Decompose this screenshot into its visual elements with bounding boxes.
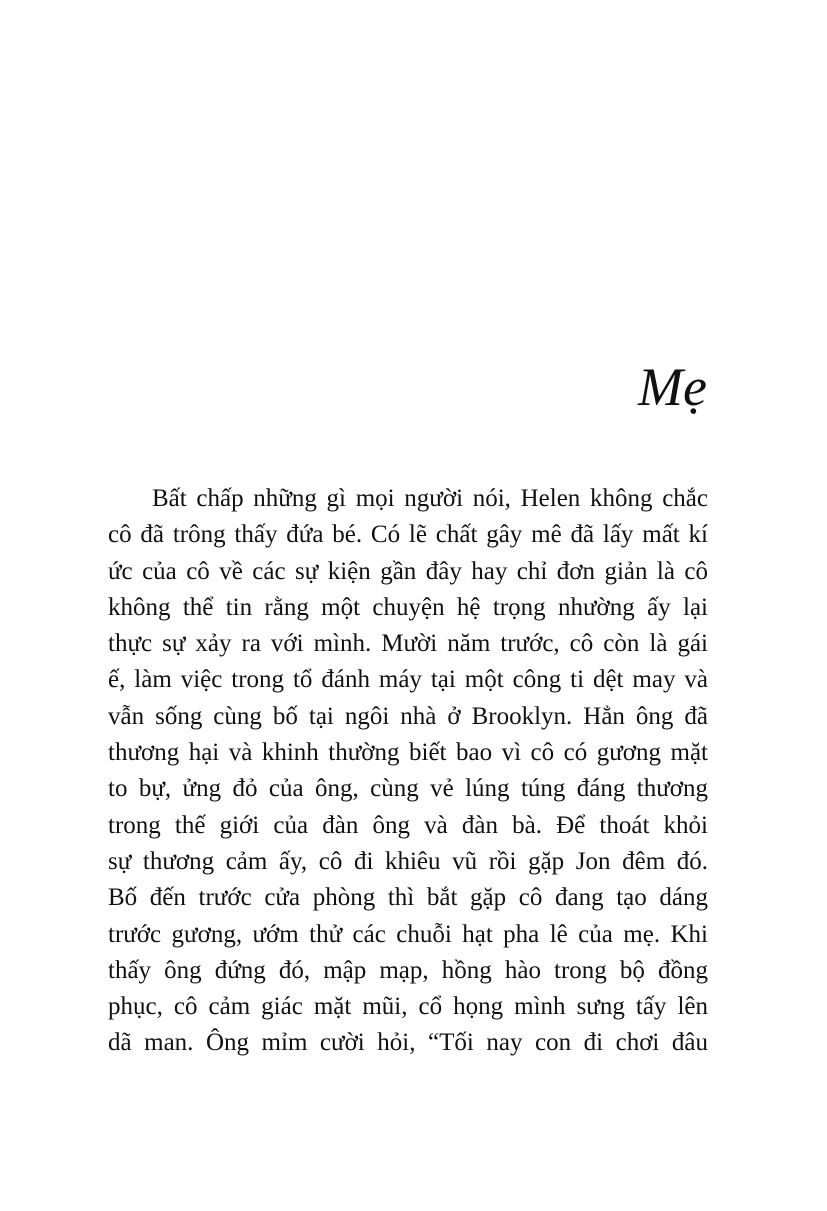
text-line: phục, cô cảm giác mặt mũi, cổ họng mình sưng tấy lên: [108, 993, 708, 1021]
chapter-title: Mẹ: [638, 357, 707, 417]
text-line: to bự, ửng đỏ của ông, cùng vẻ lúng túng đáng thương: [108, 775, 708, 803]
body-paragraph: [108, 481, 708, 1062]
text-line: thấy ông đứng đó, mập mạp, hồng hào trong bộ đồng: [108, 956, 708, 984]
text-line: ức của cô về các sự kiện gần đây hay chỉ đơn giản là cô: [108, 557, 708, 585]
text-line: dã man. Ông mỉm cười hỏi, “Tối nay con đi chơi đâu: [108, 1029, 708, 1057]
text-line: Bất chấp những gì mọi người nói, Helen không chắc: [152, 485, 708, 512]
text-line: thực sự xảy ra với mình. Mười năm trước, cô còn là gái: [108, 630, 708, 658]
text-line: Bố đến trước cửa phòng thì bắt gặp cô đang tạo dáng: [108, 884, 708, 912]
text-line: trong thế giới của đàn ông và đàn bà. Để thoát khỏi: [108, 811, 708, 839]
text-line: ế, làm việc trong tổ đánh máy tại một công ti dệt may và: [108, 666, 708, 694]
text-line: không thể tin rằng một chuyện hệ trọng nhường ấy lại: [108, 593, 708, 621]
text-line: vẫn sống cùng bố tại ngôi nhà ở Brooklyn. Hẳn ông đã: [108, 702, 708, 730]
text-line: trước gương, ướm thử các chuỗi hạt pha lê của mẹ. Khi: [108, 920, 708, 948]
text-line: sự thương cảm ấy, cô đi khiêu vũ rồi gặp Jon đêm đó.: [108, 847, 708, 875]
text-line: thương hại và khinh thường biết bao vì cô có gương mặt: [108, 739, 708, 767]
text-line: cô đã trông thấy đứa bé. Có lẽ chất gây mê đã lấy mất kí: [108, 521, 708, 549]
